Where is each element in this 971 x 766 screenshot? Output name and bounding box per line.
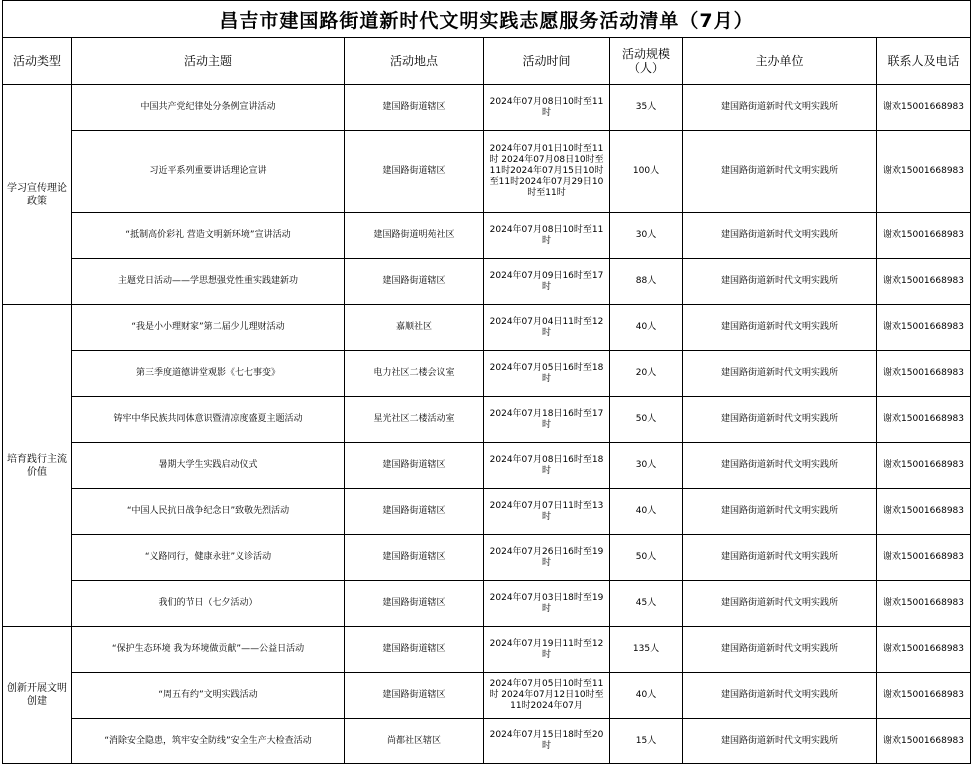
scale-cell: 40人 [610,489,683,535]
contact-cell: 谢欢15001668983 [877,351,971,397]
place-cell: 嘉顺社区 [345,305,484,351]
organizer-cell: 建国路街道新时代文明实践所 [683,259,877,305]
place-cell: 建国路街道辖区 [345,673,484,719]
header-scale: 活动规模（人） [610,38,683,85]
theme-cell: 第三季度道德讲堂观影《七七事变》 [72,351,345,397]
table-row [3,581,971,627]
scale-cell: 30人 [610,213,683,259]
time-cell [484,673,610,719]
time-text: 2024年07月09日16时至17时 [489,270,604,292]
table-row [3,397,971,443]
time-text: 2024年07月26日16时至19时 [489,546,604,568]
organizer-cell: 建国路街道新时代文明实践所 [683,85,877,131]
contact-cell: 谢欢15001668983 [877,581,971,627]
contact-cell: 谢欢15001668983 [877,213,971,259]
place-cell: 电力社区二楼会议室 [345,351,484,397]
organizer-cell: 建国路街道新时代文明实践所 [683,131,877,213]
place-cell: 建国路街道辖区 [345,85,484,131]
scale-cell: 30人 [610,443,683,489]
scale-cell: 15人 [610,719,683,764]
header-place: 活动地点 [345,38,484,85]
time-text: 2024年07月15日18时至20时 [489,730,604,751]
theme-cell: 习近平系列重要讲话理论宣讲 [72,131,345,213]
organizer-cell: 建国路街道新时代文明实践所 [683,443,877,489]
contact-cell: 谢欢15001668983 [877,259,971,305]
place-cell: 建国路街道辖区 [345,259,484,305]
category-cell: 创新开展文明创建 [3,627,72,764]
theme-cell: “中国人民抗日战争纪念日”致敬先烈活动 [72,489,345,535]
time-text: 2024年07月05日16时至18时 [489,362,604,384]
sheet-title: 昌吉市建国路街道新时代文明实践志愿服务活动清单（7月） [3,1,971,38]
theme-cell: “保护生态环境 我为环境做贡献”——公益日活动 [72,627,345,673]
table-row [3,259,971,305]
table-row [3,673,971,719]
theme-cell: 中国共产党纪律处分条例宣讲活动 [72,85,345,131]
header-type: 活动类型 [3,38,72,85]
place-cell: 建国路街道明苑社区 [345,213,484,259]
theme-cell: 主题党日活动——学思想强党性重实践建新功 [72,259,345,305]
time-text: 2024年07月04日11时至12时 [489,316,604,338]
scale-cell: 135人 [610,627,683,673]
time-text: 2024年07月18日16时至17时 [489,408,604,430]
time-text: 2024年07月08日16时至18时 [489,454,604,476]
scale-cell: 100人 [610,131,683,213]
category-cell: 学习宣传理论政策 [3,85,72,305]
contact-cell: 谢欢15001668983 [877,131,971,213]
organizer-cell: 建国路街道新时代文明实践所 [683,397,877,443]
contact-cell: 谢欢15001668983 [877,719,971,764]
time-text: 2024年07月08日10时至11时 [489,224,604,246]
table-row [3,489,971,535]
place-cell: 建国路街道辖区 [345,535,484,581]
time-cell [484,351,610,397]
theme-cell: 我们的节日（七夕活动） [72,581,345,627]
scale-cell: 20人 [610,351,683,397]
theme-cell: “义路同行，健康永驻”义诊活动 [72,535,345,581]
header-row [3,38,971,85]
time-text: 2024年07月19日11时至12时 [489,638,604,660]
organizer-cell: 建国路街道新时代文明实践所 [683,719,877,764]
time-cell [484,259,610,305]
theme-cell: “消除安全隐患，筑牢安全防线”安全生产大检查活动 [72,719,345,764]
contact-cell: 谢欢15001668983 [877,305,971,351]
time-cell [484,443,610,489]
time-cell [484,627,610,673]
time-text: 2024年07月01日10时至11时 2024年07月08日10时至11时2024年07月15日10时至11时2024年07月29日10时至11时 [489,144,604,198]
table-row [3,85,971,131]
table-row [3,535,971,581]
time-cell [484,489,610,535]
time-text: 2024年07月08日10时至11时 [489,96,604,118]
place-cell: 建国路街道辖区 [345,581,484,627]
time-cell [484,581,610,627]
scale-cell: 88人 [610,259,683,305]
contact-cell: 谢欢15001668983 [877,535,971,581]
theme-cell: “我是小小理财家”第二届少儿理财活动 [72,305,345,351]
header-time: 活动时间 [484,38,610,85]
time-text: 2024年07月05日10时至11时 2024年07月12日10时至11时2024年07月 [489,679,604,711]
table-row [3,443,971,489]
table-row [3,627,971,673]
table-row [3,351,971,397]
organizer-cell: 建国路街道新时代文明实践所 [683,213,877,259]
theme-cell: 铸牢中华民族共同体意识暨清凉度盛夏主题活动 [72,397,345,443]
category-cell: 培育践行主流价值 [3,305,72,627]
time-cell [484,85,610,131]
contact-cell: 谢欢15001668983 [877,85,971,131]
table-row [3,305,971,351]
scale-cell: 35人 [610,85,683,131]
scale-cell: 50人 [610,397,683,443]
place-cell: 建国路街道辖区 [345,627,484,673]
scale-cell: 40人 [610,673,683,719]
contact-cell: 谢欢15001668983 [877,627,971,673]
header-organizer: 主办单位 [683,38,877,85]
theme-cell: “周五有约”文明实践活动 [72,673,345,719]
header-contact: 联系人及电话 [877,38,971,85]
theme-cell: “抵制高价彩礼 营造文明新环境”宣讲活动 [72,213,345,259]
organizer-cell: 建国路街道新时代文明实践所 [683,627,877,673]
activity-table [2,0,971,764]
table-row [3,131,971,213]
time-cell [484,719,610,764]
organizer-cell: 建国路街道新时代文明实践所 [683,673,877,719]
time-text: 2024年07月03日18时至19时 [489,592,604,614]
table-row [3,213,971,259]
time-cell [484,535,610,581]
organizer-cell: 建国路街道新时代文明实践所 [683,489,877,535]
organizer-cell: 建国路街道新时代文明实践所 [683,305,877,351]
place-cell: 建国路街道辖区 [345,489,484,535]
contact-cell: 谢欢15001668983 [877,673,971,719]
contact-cell: 谢欢15001668983 [877,397,971,443]
place-cell: 尚都社区辖区 [345,719,484,764]
organizer-cell: 建国路街道新时代文明实践所 [683,351,877,397]
organizer-cell: 建国路街道新时代文明实践所 [683,535,877,581]
place-cell: 建国路街道辖区 [345,131,484,213]
place-cell: 星光社区二楼活动室 [345,397,484,443]
theme-cell: 暑期大学生实践启动仪式 [72,443,345,489]
time-cell [484,397,610,443]
table-row [3,719,971,764]
header-theme: 活动主题 [72,38,345,85]
scale-cell: 40人 [610,305,683,351]
time-text: 2024年07月07日11时至13时 [489,500,604,522]
contact-cell: 谢欢15001668983 [877,443,971,489]
time-cell [484,131,610,213]
place-cell: 建国路街道辖区 [345,443,484,489]
organizer-cell: 建国路街道新时代文明实践所 [683,581,877,627]
contact-cell: 谢欢15001668983 [877,489,971,535]
time-cell [484,305,610,351]
time-cell [484,213,610,259]
scale-cell: 45人 [610,581,683,627]
scale-cell: 50人 [610,535,683,581]
